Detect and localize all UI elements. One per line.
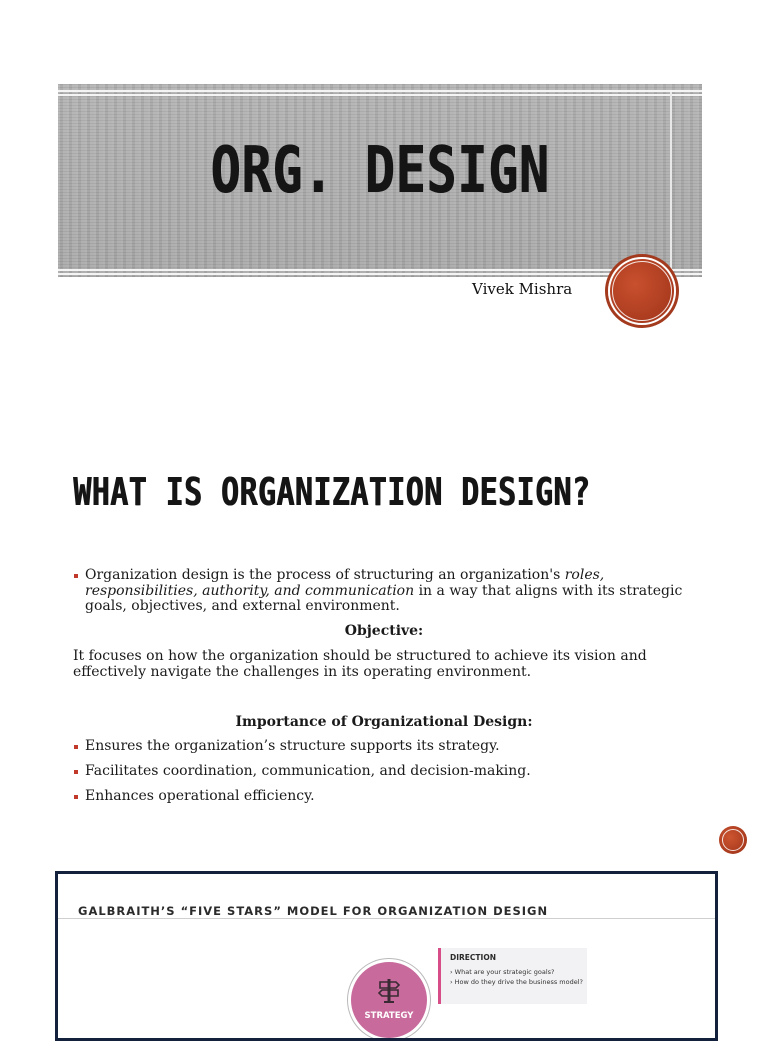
decorative-circle-icon [719,826,747,854]
author-name: Vivek Mishra [472,280,573,298]
presentation-title: ORG. DESIGN [210,134,550,208]
importance-item: Facilitates coordination, communication, and decision-making. [85,763,531,779]
model-slide-frame [55,871,718,1041]
definition-prefix: Organization design is the process of structuring an organization's [85,567,565,583]
banner-divider [670,92,672,269]
objective-heading: Objective: [344,623,424,639]
strategy-label: STRATEGY [364,1011,414,1021]
strategy-node [351,962,427,1038]
importance-item: Ensures the organization’s structure supports its strategy. [85,738,500,754]
slide-title: WHAT IS ORGANIZATION DESIGN? [73,470,591,514]
objective-text: It focuses on how the organization should be structured to achieve its vision and effectively navigate the challenges in its operating environment. [73,648,647,680]
definition-suffix: in a way that aligns with its strategic goals, objectives, and external environment. [85,582,683,614]
definition-emphasis: roles, responsibilities, authority, and communication [85,567,605,599]
model-title: GALBRAITH’S “FIVE STARS” MODEL FOR ORGANIZATION DESIGN [78,904,549,918]
banner-rule [58,273,702,275]
banner-rule [58,90,702,92]
banner-rule [58,269,702,271]
banner-rule [58,94,702,96]
signpost-icon [375,976,403,1004]
title-banner [58,84,702,277]
decorative-circle-icon [608,257,676,325]
direction-question: › How do they drive the business model? [450,978,583,986]
importance-item: Enhances operational efficiency. [85,788,315,804]
definition-bullet [85,568,705,615]
title-divider [58,918,715,919]
direction-question: › What are your strategic goals? [450,968,555,976]
direction-heading: DIRECTION [450,953,496,962]
direction-callout [438,948,587,1004]
importance-heading: Importance of Organizational Design: [235,714,533,730]
